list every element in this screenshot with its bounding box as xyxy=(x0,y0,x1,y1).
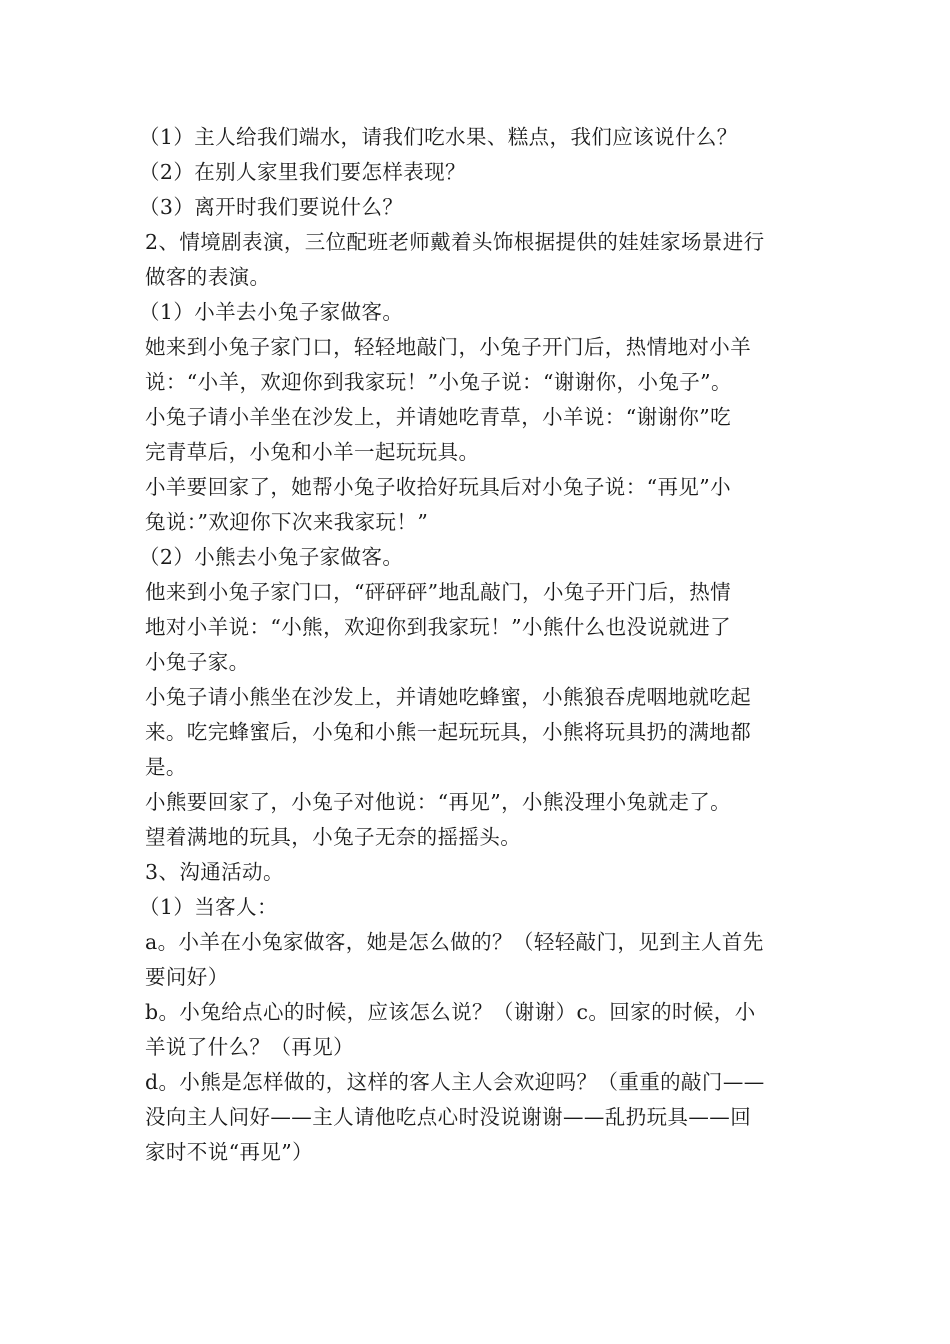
text-line: （2）在别人家里我们要怎样表现？ xyxy=(139,160,466,184)
text-line: 家时不说“再见”） xyxy=(145,1140,314,1164)
text-line: b。小兔给点心的时候，应该怎么说？（谢谢）c。回家的时候，小 xyxy=(145,1000,756,1024)
text-line: （1）小羊去小兔子家做客。 xyxy=(139,300,404,324)
text-line: （1）主人给我们端水，请我们吃水果、糕点，我们应该说什么？ xyxy=(139,125,738,149)
text-line: 她来到小兔子家门口，轻轻地敲门，小兔子开门后，热情地对小羊 xyxy=(145,335,752,359)
text-line: 是。 xyxy=(145,755,187,779)
text-line: 兔说：”欢迎你下次来我家玩！” xyxy=(145,510,429,534)
document-body xyxy=(139,120,813,1170)
text-line: 羊说了什么？（再见） xyxy=(145,1035,354,1059)
text-line: （1）当客人： xyxy=(139,895,278,919)
text-line: 小兔子请小羊坐在沙发上，并请她吃青草，小羊说：“谢谢你”吃 xyxy=(145,405,732,429)
text-line: （3）离开时我们要说什么？ xyxy=(139,195,404,219)
text-line: 小兔子家。 xyxy=(145,650,250,674)
text-line: a。小羊在小兔家做客，她是怎么做的？（轻轻敲门，见到主人首先 xyxy=(145,930,764,954)
text-line: 做客的表演。 xyxy=(145,265,271,289)
text-line: d。小熊是怎样做的，这样的客人主人会欢迎吗？（重重的敲门—— xyxy=(145,1070,765,1094)
text-line: （2）小熊去小兔子家做客。 xyxy=(139,545,404,569)
text-line: 要问好） xyxy=(145,965,229,989)
text-line: 小羊要回家了，她帮小兔子收拾好玩具后对小兔子说：“再见”小 xyxy=(145,475,732,499)
text-line: 说：“小羊，欢迎你到我家玩！”小兔子说：“谢谢你，小兔子”。 xyxy=(145,370,732,394)
text-line: 小熊要回家了，小兔子对他说：“再见”，小熊没理小兔就走了。 xyxy=(145,790,732,814)
text-line: 小兔子请小熊坐在沙发上，并请她吃蜂蜜，小熊狼吞虎咽地就吃起 xyxy=(145,685,752,709)
text-line: 没向主人问好——主人请他吃点心时没说谢谢——乱扔玩具——回 xyxy=(145,1105,752,1129)
text-line: 2、情境剧表演，三位配班老师戴着头饰根据提供的娃娃家场景进行 xyxy=(145,230,765,254)
text-line: 3、沟通活动。 xyxy=(145,860,284,884)
text-line: 他来到小兔子家门口，“砰砰砰”地乱敲门，小兔子开门后，热情 xyxy=(145,580,732,604)
text-line: 地对小羊说：“小熊，欢迎你到我家玩！”小熊什么也没说就进了 xyxy=(145,615,732,639)
text-line: 完青草后，小兔和小羊一起玩玩具。 xyxy=(145,440,480,464)
text-line: 望着满地的玩具，小兔子无奈的摇摇头。 xyxy=(145,825,522,849)
text-line: 来。吃完蜂蜜后，小兔和小熊一起玩玩具，小熊将玩具扔的满地都 xyxy=(145,720,752,744)
